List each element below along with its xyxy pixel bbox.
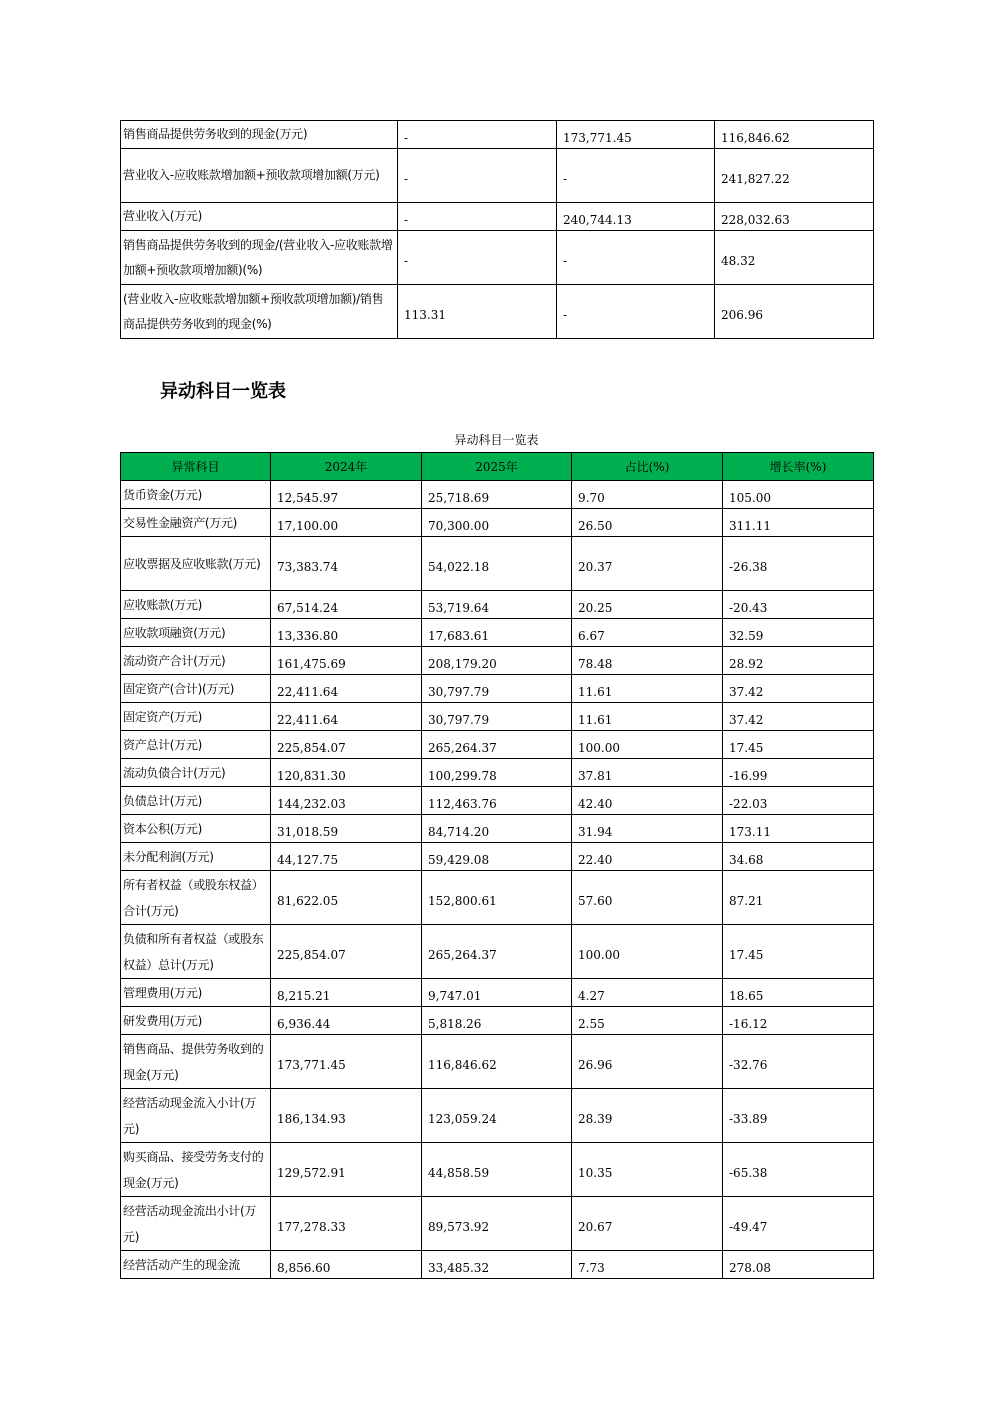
row-label: 销售商品、提供劳务收到的现金(万元) (121, 1035, 271, 1089)
value-2025: 59,429.08 (422, 843, 572, 871)
value-share: 20.25 (572, 591, 723, 619)
cell-value: 113.31 (398, 285, 557, 339)
table-row (121, 979, 874, 1007)
table-row (121, 1251, 874, 1279)
abnormal-items-table (120, 452, 874, 1279)
row-label: 流动资产合计(万元) (121, 647, 271, 675)
value-share: 57.60 (572, 871, 723, 925)
value-growth: 18.65 (723, 979, 874, 1007)
header-item: 异常科目 (121, 453, 271, 481)
table-row (121, 1089, 874, 1143)
value-share: 10.35 (572, 1143, 723, 1197)
value-2024: 81,622.05 (271, 871, 422, 925)
value-2025: 54,022.18 (422, 537, 572, 591)
value-2024: 67,514.24 (271, 591, 422, 619)
value-2024: 8,856.60 (271, 1251, 422, 1279)
row-label: 营业收入-应收账款增加额+预收款项增加额(万元) (121, 149, 398, 203)
section-heading: 异动科目一览表 (160, 381, 286, 402)
table-row (121, 703, 874, 731)
cell-value: 116,846.62 (715, 121, 874, 149)
value-2024: 161,475.69 (271, 647, 422, 675)
value-2024: 129,572.91 (271, 1143, 422, 1197)
value-2025: 208,179.20 (422, 647, 572, 675)
cell-value: - (398, 231, 557, 285)
row-label: 固定资产(合计)(万元) (121, 675, 271, 703)
value-growth: -33.89 (723, 1089, 874, 1143)
header-share: 占比(%) (572, 453, 723, 481)
value-2024: 6,936.44 (271, 1007, 422, 1035)
value-2025: 84,714.20 (422, 815, 572, 843)
value-2024: 225,854.07 (271, 731, 422, 759)
value-growth: -16.12 (723, 1007, 874, 1035)
table-row (121, 537, 874, 591)
value-2024: 8,215.21 (271, 979, 422, 1007)
cell-value: - (398, 203, 557, 231)
value-growth: -16.99 (723, 759, 874, 787)
value-2024: 186,134.93 (271, 1089, 422, 1143)
table-row (121, 787, 874, 815)
cell-value: 48.32 (715, 231, 874, 285)
table-row (121, 509, 874, 537)
value-2025: 30,797.79 (422, 703, 572, 731)
row-label: 管理费用(万元) (121, 979, 271, 1007)
table-row (121, 619, 874, 647)
row-label: 负债总计(万元) (121, 787, 271, 815)
value-share: 4.27 (572, 979, 723, 1007)
value-2025: 33,485.32 (422, 1251, 572, 1279)
value-share: 22.40 (572, 843, 723, 871)
value-2025: 100,299.78 (422, 759, 572, 787)
row-label: 交易性金融资产(万元) (121, 509, 271, 537)
value-share: 2.55 (572, 1007, 723, 1035)
row-label: 应收款项融资(万元) (121, 619, 271, 647)
row-label: 购买商品、接受劳务支付的现金(万元) (121, 1143, 271, 1197)
value-share: 20.37 (572, 537, 723, 591)
value-share: 26.96 (572, 1035, 723, 1089)
row-label: 负债和所有者权益（或股东权益）总计(万元) (121, 925, 271, 979)
value-2025: 152,800.61 (422, 871, 572, 925)
table-row (121, 149, 874, 203)
table-row (121, 675, 874, 703)
table-row (121, 231, 874, 285)
value-2024: 120,831.30 (271, 759, 422, 787)
row-label: 经营活动现金流入小计(万元) (121, 1089, 271, 1143)
table-row (121, 285, 874, 339)
value-growth: 17.45 (723, 925, 874, 979)
value-growth: -32.76 (723, 1035, 874, 1089)
value-share: 42.40 (572, 787, 723, 815)
value-2025: 123,059.24 (422, 1089, 572, 1143)
row-label: 经营活动产生的现金流 (121, 1251, 271, 1279)
value-2024: 13,336.80 (271, 619, 422, 647)
value-2024: 22,411.64 (271, 703, 422, 731)
value-2025: 70,300.00 (422, 509, 572, 537)
table-row (121, 481, 874, 509)
value-2024: 73,383.74 (271, 537, 422, 591)
value-2024: 44,127.75 (271, 843, 422, 871)
value-share: 9.70 (572, 481, 723, 509)
value-share: 31.94 (572, 815, 723, 843)
value-2025: 265,264.37 (422, 731, 572, 759)
value-2025: 89,573.92 (422, 1197, 572, 1251)
row-label: 货币资金(万元) (121, 481, 271, 509)
header-2024: 2024年 (271, 453, 422, 481)
cell-value: - (557, 149, 715, 203)
table-row (121, 843, 874, 871)
value-2025: 17,683.61 (422, 619, 572, 647)
value-2025: 9,747.01 (422, 979, 572, 1007)
value-share: 11.61 (572, 703, 723, 731)
row-label: 营业收入(万元) (121, 203, 398, 231)
table-row (121, 647, 874, 675)
value-2024: 144,232.03 (271, 787, 422, 815)
header-2025: 2025年 (422, 453, 572, 481)
value-2024: 12,545.97 (271, 481, 422, 509)
value-share: 100.00 (572, 731, 723, 759)
value-2025: 5,818.26 (422, 1007, 572, 1035)
row-label: 所有者权益（或股东权益）合计(万元) (121, 871, 271, 925)
table-row (121, 1007, 874, 1035)
value-growth: 311.11 (723, 509, 874, 537)
cell-value: 228,032.63 (715, 203, 874, 231)
value-growth: -22.03 (723, 787, 874, 815)
row-label: 研发费用(万元) (121, 1007, 271, 1035)
cell-value: - (557, 231, 715, 285)
table-row (121, 121, 874, 149)
table-row (121, 925, 874, 979)
row-label: (营业收入-应收账款增加额+预收款项增加额)/销售商品提供劳务收到的现金(%) (121, 285, 398, 339)
row-label: 资产总计(万元) (121, 731, 271, 759)
value-growth: 17.45 (723, 731, 874, 759)
value-2025: 44,858.59 (422, 1143, 572, 1197)
value-2024: 177,278.33 (271, 1197, 422, 1251)
value-growth: -65.38 (723, 1143, 874, 1197)
table-row (121, 815, 874, 843)
table-row (121, 1035, 874, 1089)
value-2025: 53,719.64 (422, 591, 572, 619)
row-label: 销售商品提供劳务收到的现金/(营业收入-应收账款增加额+预收款项增加额)(%) (121, 231, 398, 285)
value-share: 28.39 (572, 1089, 723, 1143)
value-share: 100.00 (572, 925, 723, 979)
table-row (121, 731, 874, 759)
table-row (121, 591, 874, 619)
cell-value: 173,771.45 (557, 121, 715, 149)
value-growth: -20.43 (723, 591, 874, 619)
value-growth: 105.00 (723, 481, 874, 509)
row-label: 经营活动现金流出小计(万元) (121, 1197, 271, 1251)
value-2025: 30,797.79 (422, 675, 572, 703)
value-share: 7.73 (572, 1251, 723, 1279)
value-growth: 278.08 (723, 1251, 874, 1279)
value-2024: 22,411.64 (271, 675, 422, 703)
cell-value: 241,827.22 (715, 149, 874, 203)
row-label: 应收账款(万元) (121, 591, 271, 619)
row-label: 流动负债合计(万元) (121, 759, 271, 787)
row-label: 资本公积(万元) (121, 815, 271, 843)
table-header-row (121, 453, 874, 481)
value-2025: 116,846.62 (422, 1035, 572, 1089)
value-2025: 265,264.37 (422, 925, 572, 979)
cell-value: - (398, 149, 557, 203)
value-2025: 112,463.76 (422, 787, 572, 815)
value-growth: 34.68 (723, 843, 874, 871)
cell-value: - (557, 285, 715, 339)
value-share: 6.67 (572, 619, 723, 647)
value-growth: -26.38 (723, 537, 874, 591)
table-row (121, 1197, 874, 1251)
value-share: 20.67 (572, 1197, 723, 1251)
value-2024: 173,771.45 (271, 1035, 422, 1089)
table-row (121, 759, 874, 787)
table-row (121, 1143, 874, 1197)
value-growth: 37.42 (723, 675, 874, 703)
value-growth: -49.47 (723, 1197, 874, 1251)
row-label: 固定资产(万元) (121, 703, 271, 731)
value-2024: 31,018.59 (271, 815, 422, 843)
value-2024: 225,854.07 (271, 925, 422, 979)
value-growth: 37.42 (723, 703, 874, 731)
table-row (121, 871, 874, 925)
row-label: 应收票据及应收账款(万元) (121, 537, 271, 591)
value-share: 78.48 (572, 647, 723, 675)
row-label: 销售商品提供劳务收到的现金(万元) (121, 121, 398, 149)
value-growth: 28.92 (723, 647, 874, 675)
cash-ratio-table (120, 120, 874, 339)
value-growth: 173.11 (723, 815, 874, 843)
cell-value: 240,744.13 (557, 203, 715, 231)
value-share: 37.81 (572, 759, 723, 787)
table-row (121, 203, 874, 231)
value-2024: 17,100.00 (271, 509, 422, 537)
value-2025: 25,718.69 (422, 481, 572, 509)
value-growth: 87.21 (723, 871, 874, 925)
value-share: 26.50 (572, 509, 723, 537)
cell-value: - (398, 121, 557, 149)
cell-value: 206.96 (715, 285, 874, 339)
row-label: 未分配利润(万元) (121, 843, 271, 871)
table-caption: 异动科目一览表 (454, 433, 539, 447)
value-share: 11.61 (572, 675, 723, 703)
value-growth: 32.59 (723, 619, 874, 647)
header-growth: 增长率(%) (723, 453, 874, 481)
